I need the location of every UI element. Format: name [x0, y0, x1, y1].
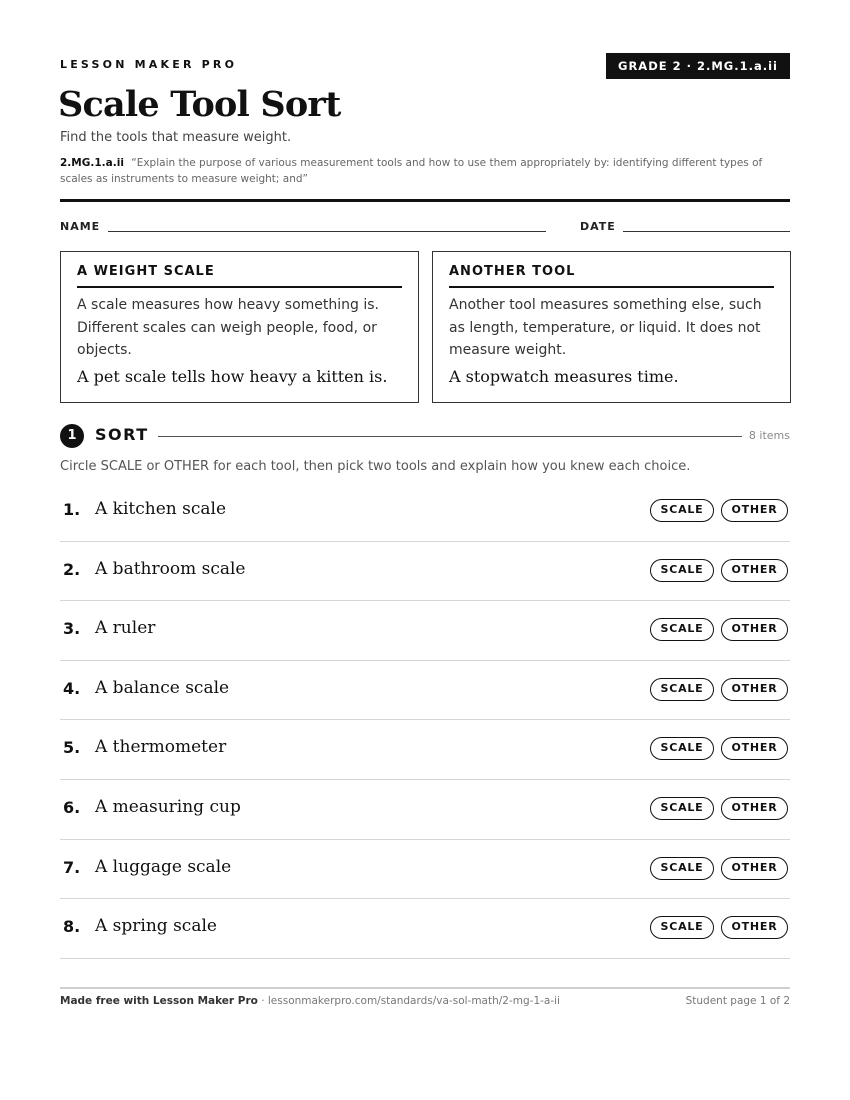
item-number: 1.	[63, 500, 81, 519]
item-text: A kitchen scale	[95, 499, 227, 519]
item-text: A luggage scale	[95, 856, 232, 877]
scale-choice-button[interactable]: SCALE	[650, 618, 714, 641]
scale-choice-button[interactable]: SCALE	[650, 857, 714, 880]
scale-choice-button[interactable]: SCALE	[650, 737, 714, 760]
footer-page-number: Student page 1 of 2	[685, 995, 790, 1007]
item-number: 8.	[63, 917, 81, 937]
weight-scale-card	[60, 251, 419, 403]
header-divider	[60, 199, 790, 202]
scale-choice-button[interactable]: SCALE	[650, 559, 714, 582]
other-choice-button[interactable]: OTHER	[721, 857, 788, 880]
scale-choice-button[interactable]: SCALE	[650, 678, 714, 701]
item-text: A thermometer	[95, 737, 227, 758]
name-line[interactable]	[108, 231, 546, 232]
date-label: DATE	[580, 220, 616, 233]
item-text: A ruler	[95, 618, 156, 639]
item-text: A spring scale	[95, 916, 217, 937]
footer-url[interactable]: · lessonmakerpro.com/standards/va-sol-math/2-mg-1-a-ii	[257, 995, 560, 1007]
scale-choice-button[interactable]: SCALE	[650, 499, 714, 522]
footer-divider	[60, 987, 790, 989]
date-line[interactable]	[623, 231, 790, 232]
item-number: 4.	[63, 678, 81, 698]
section-divider	[158, 436, 742, 437]
section-instructions: Circle SCALE or OTHER for each tool, then pick two tools and explain how you knew each choice.	[60, 459, 691, 474]
list-item	[60, 899, 790, 959]
other-choice-button[interactable]: OTHER	[721, 618, 788, 641]
other-choice-button[interactable]: OTHER	[721, 678, 788, 701]
brand-name: LESSON MAKER PRO	[60, 58, 238, 71]
item-text: A balance scale	[95, 677, 230, 698]
footer-made-with: Made free with Lesson Maker Pro	[60, 995, 258, 1007]
item-number: 7.	[63, 857, 81, 877]
sort-item-list	[60, 482, 790, 959]
list-item	[60, 780, 790, 840]
list-item	[60, 601, 790, 661]
list-item	[60, 542, 790, 602]
list-item	[60, 661, 790, 721]
item-text: A bathroom scale	[95, 558, 246, 579]
standard-description	[60, 155, 790, 187]
list-item	[60, 840, 790, 900]
section-number-badge: 1	[60, 424, 84, 448]
scale-choice-button[interactable]: SCALE	[650, 916, 714, 939]
grade-badge: GRADE 2 · 2.MG.1.a.ii	[606, 53, 790, 79]
item-number: 5.	[63, 738, 81, 758]
card-example: A stopwatch measures time.	[449, 366, 679, 386]
card-body: Another tool measures something else, such as length, temperature, or liquid. It does not measure weight.	[449, 297, 762, 358]
list-item	[60, 482, 790, 542]
other-choice-button[interactable]: OTHER	[721, 499, 788, 522]
other-choice-button[interactable]: OTHER	[721, 559, 788, 582]
scale-choice-button[interactable]: SCALE	[650, 797, 714, 820]
standard-text: “Explain the purpose of various measurement tools and how to use them appropriately by: identifying different types of scales as instruments to measure weight; and”	[60, 157, 763, 185]
card-body: A scale measures how heavy something is. Different scales can weigh people, food, or objects.	[77, 297, 379, 358]
standard-code: 2.MG.1.a.ii	[60, 157, 124, 169]
card-heading: A WEIGHT SCALE	[77, 252, 402, 288]
other-choice-button[interactable]: OTHER	[721, 797, 788, 820]
page-title: Scale Tool Sort	[58, 84, 341, 125]
card-example: A pet scale tells how heavy a kitten is.	[77, 366, 388, 386]
item-number: 2.	[63, 559, 81, 579]
item-number: 6.	[63, 797, 81, 817]
section-title: SORT	[95, 425, 149, 444]
name-label: NAME	[60, 220, 101, 233]
footer-credit	[60, 995, 560, 1007]
list-item	[60, 720, 790, 780]
item-text: A measuring cup	[95, 796, 241, 817]
other-choice-button[interactable]: OTHER	[721, 916, 788, 939]
card-heading: ANOTHER TOOL	[449, 252, 774, 288]
other-choice-button[interactable]: OTHER	[721, 737, 788, 760]
another-tool-card	[432, 251, 791, 403]
item-number: 3.	[63, 619, 81, 639]
section-item-count: 8 items	[748, 429, 790, 442]
page-subtitle: Find the tools that measure weight.	[60, 130, 292, 145]
